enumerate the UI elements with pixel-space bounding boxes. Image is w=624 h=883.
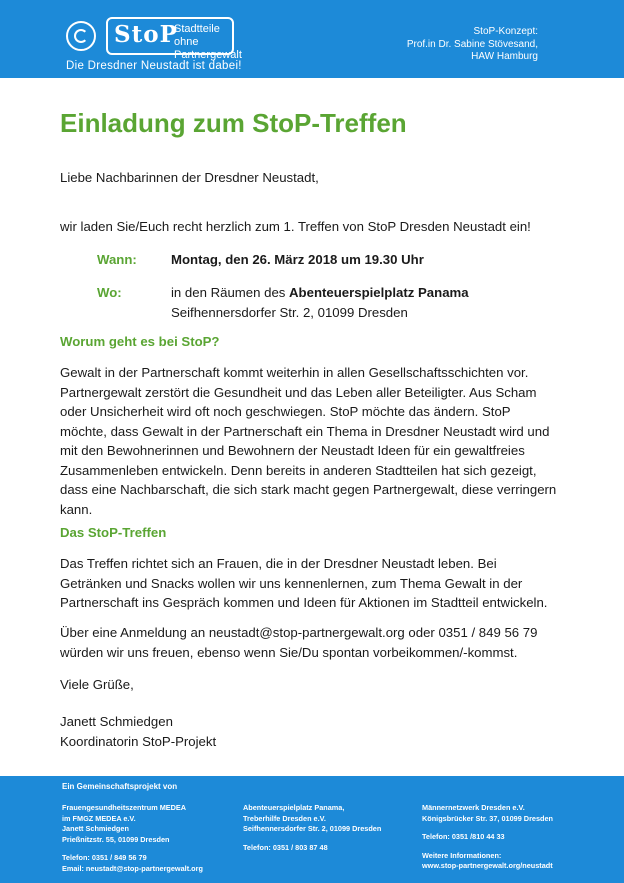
registration-text: Über eine Anmeldung an neustadt@stop-partnergewalt.org oder 0351 / 849 56 79 würden wir uns freuen, ebenso wenn Sie/Du spontan vorbeikommen/-kommst. [60, 625, 538, 660]
logo-circle-icon [66, 21, 96, 51]
footer-partner-medea: Frauengesundheitszentrum MEDEA im FMGZ MEDEA e.V. Janett Schmiedgen Prießnitzstr. 55, 01099 Dresden Telefon: 0351 / 849 56 79 Email: neustadt@stop-partnergewalt.org [62, 803, 203, 873]
when-value: Montag, den 26. März 2018 um 19.30 Uhr [171, 252, 424, 267]
section-worum-body: Gewalt in der Partnerschaft kommt weiterhin in allen Gesellschaftsschichten vor. Partnergewalt zerstört die Gesundheit und das Leben aller Beteiligter. Aus Scham oder Unsicherheit wird oft noch geschwiegen. StoP möchte das ändern. StoP möchte, dass Gewalt in der Partnerschaft ein Thema in Dresdner Neustadt wird und mit den Bewohnerinnen und Bewohnern der Neustadt Ideen für ein gewaltfreies Zusammenleben entwickeln. Denn bereits in anderen Stadtteilen hat sich gezeigt, dass eine Nachbarschaft, die sich stark macht gegen Partnergewalt, diese verringern kann. [60, 365, 557, 517]
when-label: Wann: [97, 252, 137, 267]
page-title: Einladung zum StoP-Treffen [60, 108, 407, 138]
footer-bar [0, 776, 624, 883]
where-value: in den Räumen des Abenteuerspielplatz Panama Seifhennersdorfer Str. 2, 01099 Dresden [171, 285, 469, 320]
concept-credit: StoP-Konzept: Prof.in Dr. Sabine Stövesand, HAW Hamburg [406, 26, 538, 62]
section-treffen-body: Das Treffen richtet sich an Frauen, die in der Dresdner Neustadt leben. Bei Getränken und Snacks wollen wir uns kennenlernen, zum Thema Gewalt in der Partnerschaft ins Gespräch kommen und Ideen für Aktionen im Stadtteil entwickeln. [60, 556, 548, 610]
signature: Janett Schmiedgen Koordinatorin StoP-Projekt [60, 714, 217, 749]
header-bar [0, 0, 624, 78]
logo-tagline: Die Dresdner Neustadt ist dabei! [66, 60, 242, 72]
section-heading-treffen: Das StoP-Treffen [60, 525, 167, 540]
footer-intro: Ein Gemeinschaftsprojekt von [62, 782, 178, 791]
footer-partner-maennernetzwerk: Männernetzwerk Dresden e.V. Königsbrücker Str. 37, 01099 Dresden Telefon: 0351 /810 44 33 Weitere Informationen: www.stop-partnergewalt.org/neustadt [422, 803, 553, 870]
section-heading-worum: Worum geht es bei StoP? [60, 334, 220, 349]
intro-text: wir laden Sie/Euch recht herzlich zum 1. Treffen von StoP Dresden Neustadt ein! [60, 219, 531, 234]
logo-box [106, 17, 242, 61]
logo-subtitle: Stadtteile ohne Partnergewalt [174, 23, 242, 61]
where-label: Wo: [97, 285, 122, 300]
logo-text: StoP [114, 21, 178, 48]
footer-partner-panama: Abenteuerspielplatz Panama, Treberhilfe Dresden e.V. Seifhennersdorfer Str. 2, 01099 Dresden Telefon: 0351 / 803 87 48 [243, 803, 382, 852]
closing: Viele Grüße, [60, 677, 134, 692]
greeting: Liebe Nachbarinnen der Dresdner Neustadt, [60, 170, 319, 185]
stop-logo [62, 17, 242, 75]
